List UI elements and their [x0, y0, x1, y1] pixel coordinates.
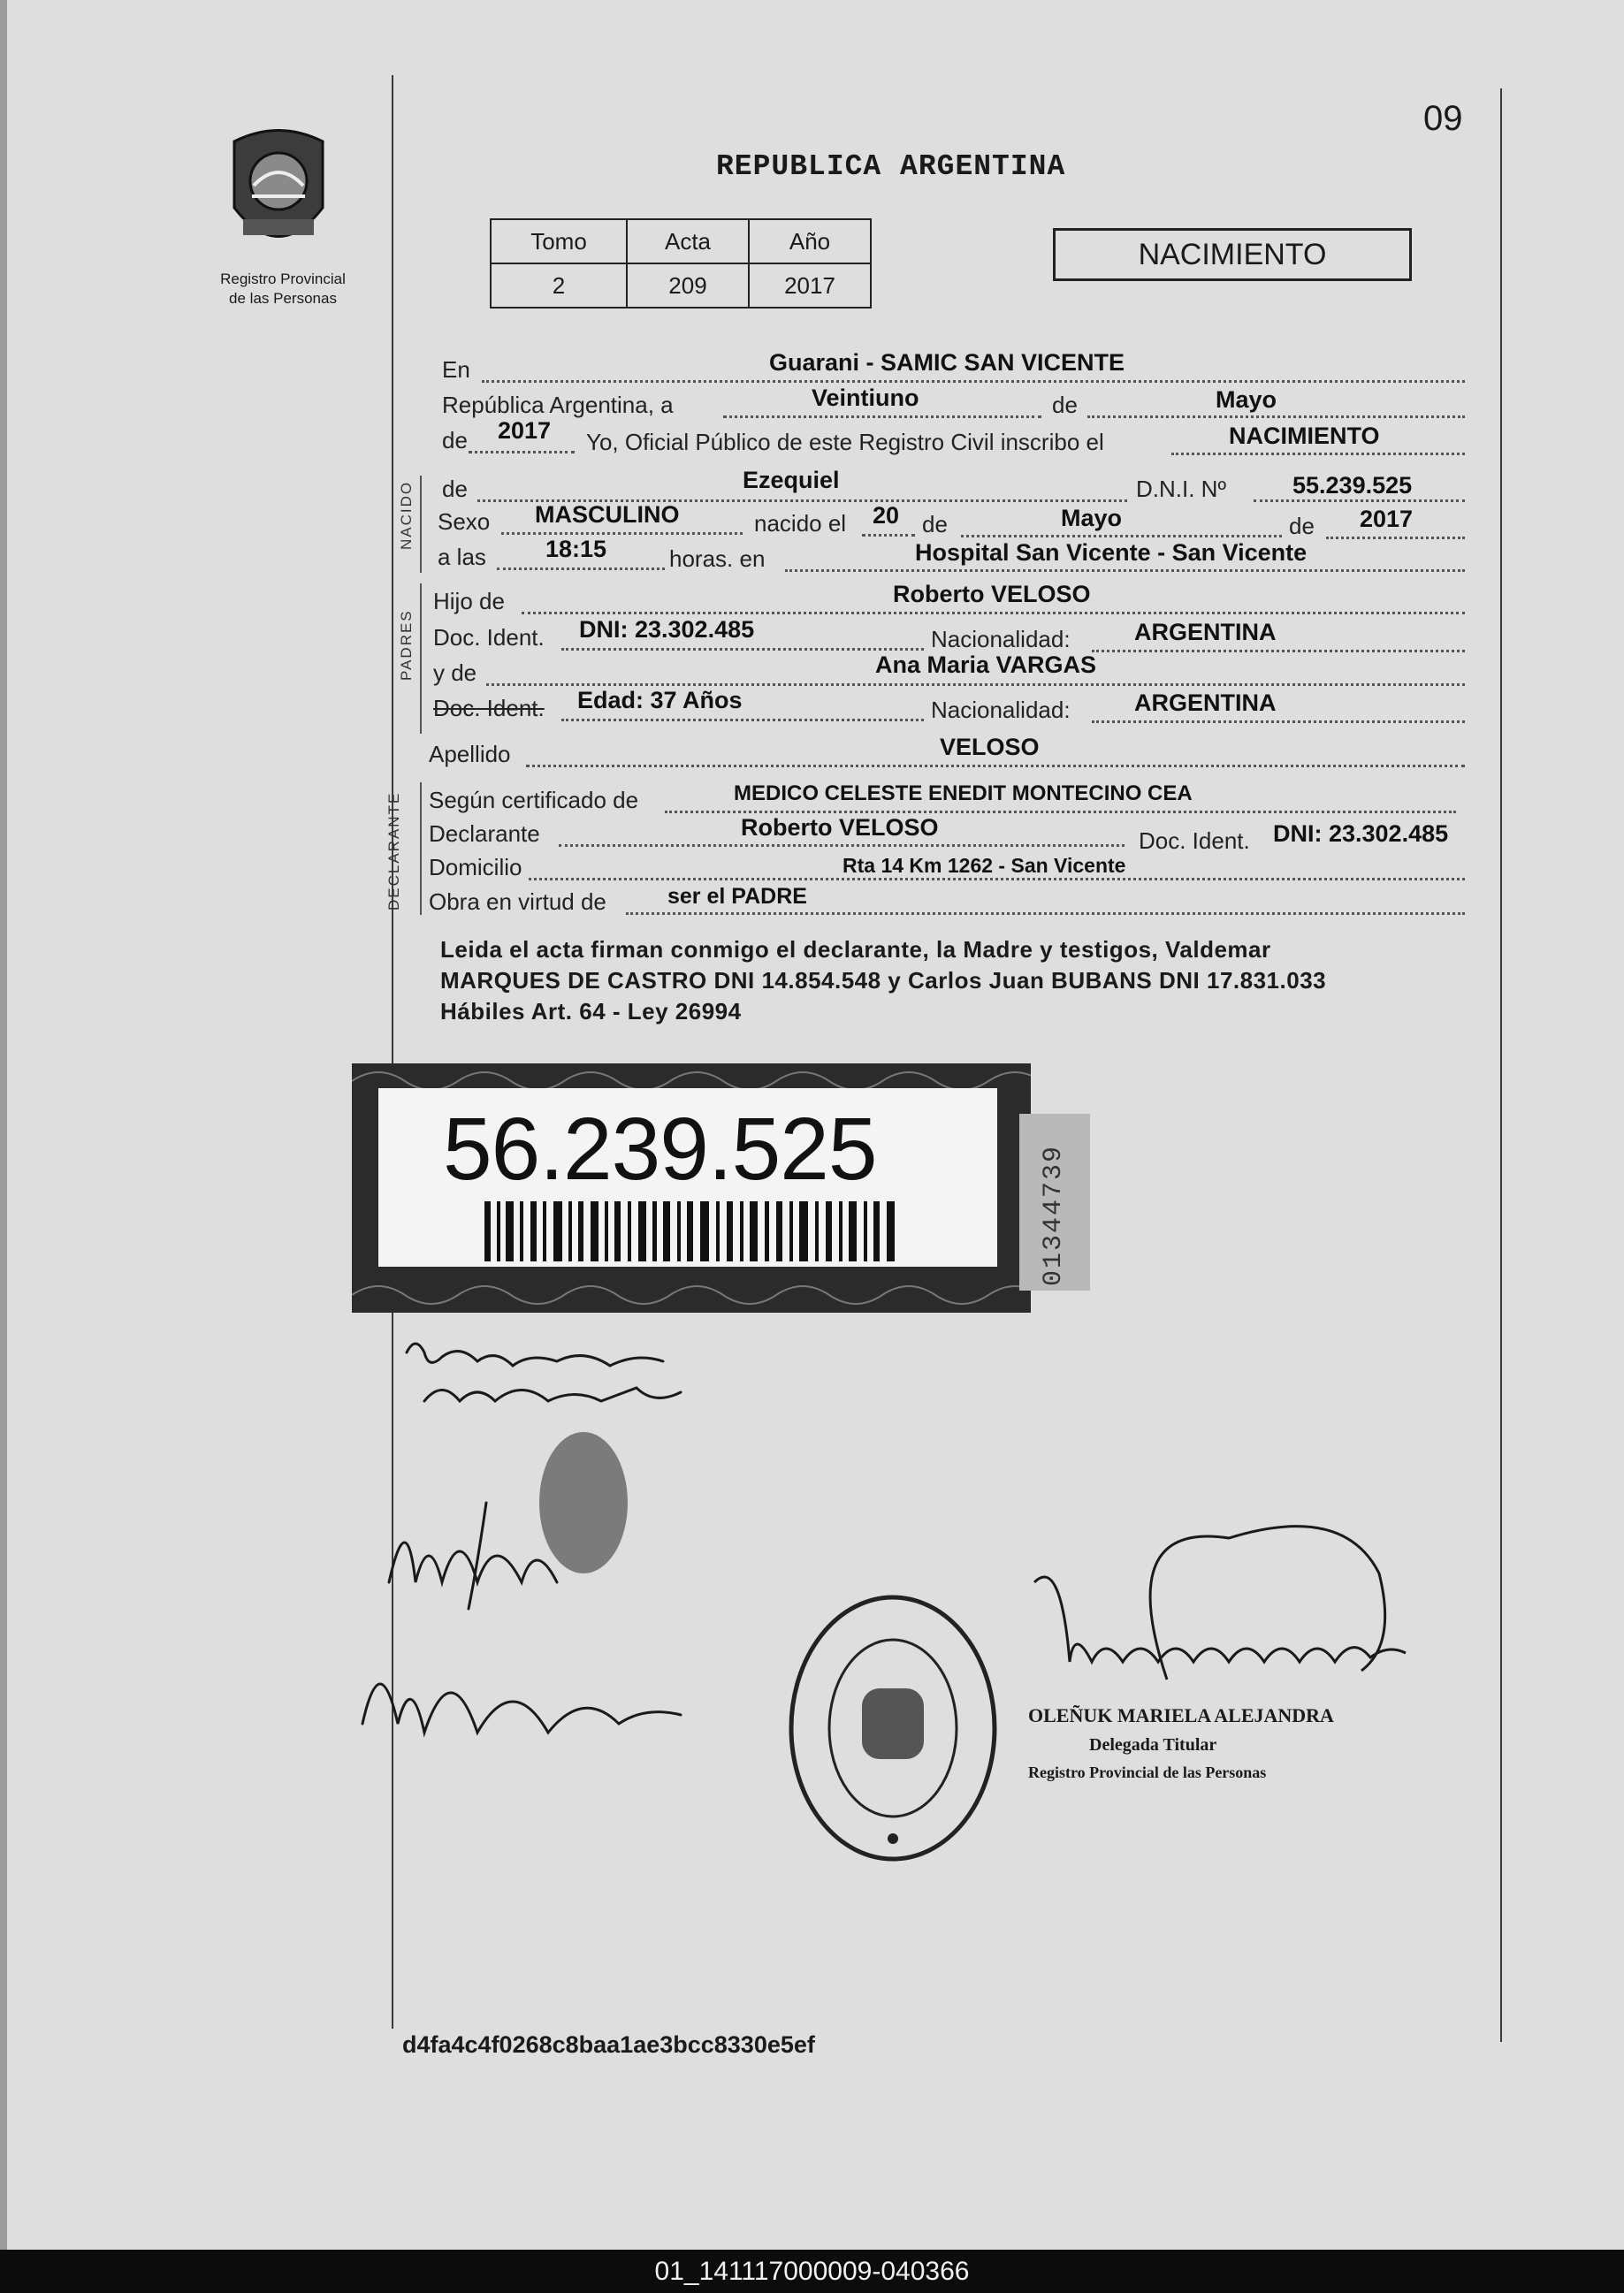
dotted-line: [626, 912, 1465, 915]
apellido-value: VELOSO: [940, 734, 1040, 760]
father-doc-value: DNI: 23.302.485: [579, 616, 755, 643]
dotted-line: [501, 532, 743, 535]
dotted-line: [561, 648, 924, 651]
dotted-line: [665, 811, 1456, 813]
dotted-line: [1092, 650, 1465, 652]
day-words-value: Veintiuno: [812, 385, 919, 411]
republica-label: República Argentina, a: [442, 392, 674, 418]
barcode-label: [352, 1063, 1031, 1313]
dotted-line: [1254, 499, 1465, 502]
serial-number: 01344739: [1039, 1144, 1069, 1286]
birth-place-value: Hospital San Vicente - San Vicente: [915, 539, 1308, 566]
official-org: Registro Provincial de las Personas: [1028, 1764, 1267, 1781]
padres-section-label: PADRES: [398, 609, 415, 681]
header-ano: Año: [749, 219, 871, 263]
declarante-section-label: DECLARANTE: [385, 791, 402, 910]
dotted-line: [1087, 415, 1465, 418]
dotted-line: [526, 765, 1465, 767]
nacionalidad-label: Nacionalidad:: [931, 697, 1071, 723]
dotted-line: [561, 719, 924, 721]
nacido-section-label: NACIDO: [398, 480, 415, 550]
de-label: de: [1289, 513, 1315, 539]
mother-nationality-value: ARGENTINA: [1134, 689, 1277, 716]
dotted-line: [522, 612, 1465, 614]
dotted-line: [961, 535, 1282, 537]
horas-label: horas. en: [669, 545, 766, 572]
nacido-de-label: de: [442, 476, 468, 502]
official-name: OLEÑUK MARIELA ALEJANDRA: [1028, 1704, 1334, 1726]
de-label: de: [1052, 392, 1078, 418]
closing-line-2: MARQUES DE CASTRO DNI 14.854.548 y Carlos Juan BUBANS DNI 17.831.033: [440, 967, 1327, 994]
dotted-line: [862, 534, 915, 537]
birth-month-value: Mayo: [1061, 505, 1123, 531]
page-number: 09: [1423, 99, 1463, 138]
domicilio-value: Rta 14 Km 1262 - San Vicente: [842, 854, 1126, 877]
apellido-label: Apellido: [429, 741, 511, 767]
child-name-value: Ezequiel: [743, 467, 840, 493]
domicilio-label: Domicilio: [429, 854, 522, 880]
coat-of-arms-logo: [217, 124, 340, 265]
time-value: 18:15: [545, 536, 607, 562]
declarante-label: Declarante: [429, 820, 540, 847]
nacionalidad-label: Nacionalidad:: [931, 626, 1071, 652]
de-label: de: [922, 511, 948, 537]
logo-caption-line2: de las Personas: [229, 290, 337, 307]
header-tomo: Tomo: [491, 219, 627, 263]
header-acta: Acta: [627, 219, 749, 263]
doc-ident-label: Doc. Ident.: [433, 695, 545, 721]
section-bracket: [420, 782, 422, 915]
a-las-label: a las: [438, 544, 486, 570]
handwritten-signatures: [345, 1317, 840, 1777]
section-bracket: [420, 583, 422, 734]
record-type-box: NACIMIENTO: [1053, 228, 1412, 281]
y-de-label: y de: [433, 659, 477, 686]
officer-text: Yo, Oficial Público de este Registro Civil inscribo el: [586, 429, 1104, 455]
year-value: 2017: [498, 417, 552, 444]
closing-line-3: Hábiles Art. 64 - Ley 26994: [440, 998, 742, 1025]
dotted-line: [1326, 537, 1465, 539]
value-acta: 209: [627, 263, 749, 308]
certificado-value: MEDICO CELESTE ENEDIT MONTECINO CEA: [734, 781, 1193, 805]
en-label: En: [442, 356, 470, 383]
month-value: Mayo: [1216, 386, 1277, 413]
hijo-de-label: Hijo de: [433, 588, 505, 614]
dni-label: D.N.I. Nº: [1136, 476, 1226, 502]
doc-ident-label: Doc. Ident.: [1139, 827, 1250, 854]
logo-caption-line1: Registro Provincial: [220, 270, 346, 287]
footer-file-id: 01_141117000009-040366: [0, 2250, 1624, 2293]
dotted-line: [1092, 720, 1465, 723]
birth-year-value: 2017: [1360, 506, 1414, 532]
declarante-doc-value: DNI: 23.302.485: [1273, 820, 1449, 847]
birth-day-value: 20: [873, 502, 900, 529]
nacido-el-label: nacido el: [754, 510, 847, 537]
father-name-value: Roberto VELOSO: [893, 581, 1091, 607]
father-nationality-value: ARGENTINA: [1134, 619, 1277, 645]
dotted-line: [497, 568, 665, 570]
mother-name-value: Ana Maria VARGAS: [875, 651, 1097, 678]
sexo-value: MASCULINO: [535, 501, 680, 528]
value-ano: 2017: [749, 263, 871, 308]
official-seal: [778, 1582, 1008, 1883]
place-value: Guarani - SAMIC SAN VICENTE: [769, 349, 1125, 376]
child-dni-value: 55.239.525: [1292, 472, 1413, 499]
mother-doc-value: Edad: 37 Años: [577, 687, 743, 713]
document-hash: d4fa4c4f0268c8baa1ae3bcc8330e5ef: [402, 2031, 815, 2058]
dotted-line: [723, 415, 1041, 418]
page-title: REPUBLICA ARGENTINA: [716, 150, 1066, 183]
dotted-line: [1171, 453, 1465, 455]
fingerprint: [539, 1432, 628, 1573]
barcode: [484, 1201, 900, 1261]
serial-tab: [1019, 1114, 1090, 1291]
dotted-line: [482, 380, 1465, 383]
sexo-label: Sexo: [438, 508, 491, 535]
certificado-label: Según certificado de: [429, 787, 639, 813]
closing-line-1: Leida el acta firman conmigo el declarante, la Madre y testigos, Valdemar: [440, 936, 1271, 963]
sticker-number: 56.239.525: [443, 1100, 877, 1199]
doc-ident-label: Doc. Ident.: [433, 624, 545, 651]
obra-value: ser el PADRE: [667, 884, 807, 909]
dotted-line: [469, 451, 575, 453]
obra-label: Obra en virtud de: [429, 888, 606, 915]
event-value: NACIMIENTO: [1229, 423, 1380, 449]
value-tomo: 2: [491, 263, 627, 308]
dotted-line: [486, 683, 1465, 686]
de-label: de: [442, 427, 468, 453]
registry-table: [490, 218, 872, 309]
dotted-line: [559, 844, 1125, 847]
dotted-line: [529, 878, 1465, 880]
section-bracket: [420, 476, 422, 573]
official-title: Delegada Titular: [1089, 1735, 1217, 1755]
declarante-value: Roberto VELOSO: [741, 814, 939, 841]
dotted-line: [785, 569, 1465, 572]
